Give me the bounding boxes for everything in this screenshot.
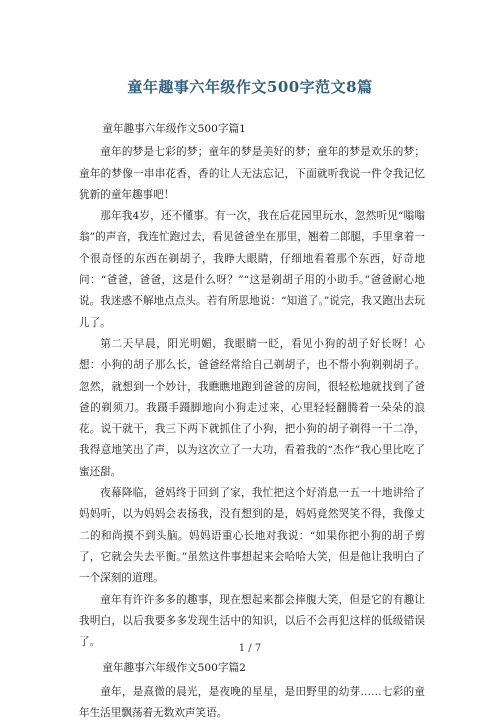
paragraph: 童年，是熹微的晨光，是夜晚的星星，是田野里的幼芽……七彩的童年生活里飘荡着无数欢声笑语。 <box>79 685 425 720</box>
section-subtitle: 童年趣事六年级作文500字篇1 <box>102 123 246 135</box>
page-number: 1 / 7 <box>238 643 262 654</box>
paragraph: 那年我4岁，还不懂事。有一次，我在后花园里玩水，忽然听见“嗡嗡翁”的声音，我连忙跑过去，看见爸爸坐在那里，翘着二郎腿，手里拿着一个很奇怪的东西在剃胡子，我睁大眼睛，仔细地看着那个东西，好奇地问：“爸爸，爸爸，这是什么呀？”“这是剃胡子用的小助手。”爸爸耐心地说。我迷惑不解地点点头。若有所思地说：“知道了。”说完，我又跑出去玩儿了。 <box>79 210 425 329</box>
paragraph: 童年有许许多多的趣事，现在想起来都会捧腹大笑，但是它的有趣让我明白，以后我要多多发现生活中的知识，以后不会再犯这样的低级错误了。 <box>79 593 425 649</box>
document-title: 童年趣事六年级作文500字范文8篇 <box>127 78 373 96</box>
paragraph: 第二天早晨，阳光明媚，我眼睛一眨，看见小狗的胡子好长呀！心想：小狗的胡子那么长，爸爸经常给自己剃胡子，也不帮小狗剃剃胡子。忽然，就想到一个妙计，我瞧瞧地跑到爸爸的房间，很轻松地就找到了爸爸的剃须刀。我蹑手蹑脚地向小狗走过来，心里轻轻翻腾着一朵朵的浪花。说干就干，我三下两下就抓住了小狗，把小狗的胡子剃得一干二净，我得意地笑出了声，以为这次立了一大功，看着我的“杰作”我心里比吃了蜜还甜。 <box>79 337 425 478</box>
paragraph: 童年的梦是七彩的梦；童年的梦是美好的梦；童年的梦是欢乐的梦；童年的梦像一串串花香，香的让人无法忘记，下面就听我说一件令我记忆犹新的童年趣事吧！ <box>79 146 425 201</box>
document-body <box>79 119 425 724</box>
paragraph: 夜幕降临，爸妈终于回到了家，我忙把这个好消息一五一十地讲给了妈妈听，以为妈妈会表扬我，没有想到的是，妈妈竟然哭笑不得，我像丈二的和尚摸不到头脑。妈妈语重心长地对我说：“如果你把小狗的胡子剪了，它就会失去平衡。”虽然这件事想起来会哈哈大笑，但是他让我明白了一个深刻的道理。 <box>79 487 425 585</box>
section-subtitle: 童年趣事六年级作文500字篇2 <box>102 662 246 675</box>
